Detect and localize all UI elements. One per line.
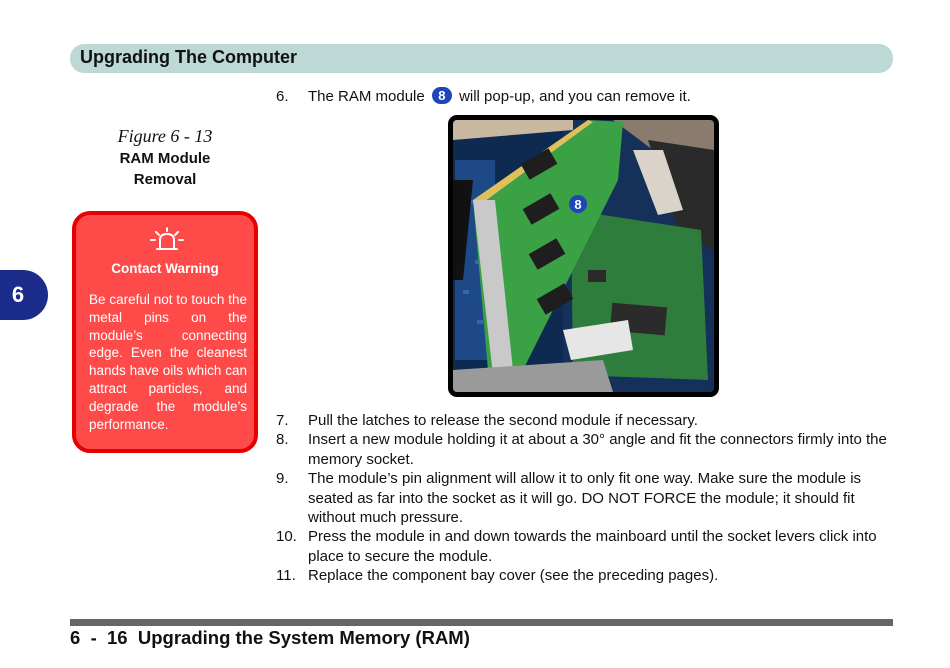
step-number: 7. [276, 412, 289, 429]
figure-title-line2: Removal [133, 171, 197, 188]
step-text: Pull the latches to release the second module if necessary. [308, 412, 698, 429]
step-number: 11. [276, 567, 296, 584]
step-text: Press the module in and down towards the mainboard until the socket levers click into place to secure the module. [308, 528, 877, 565]
photo-callout-label: 8 [574, 197, 582, 212]
ram-module-photo [448, 115, 719, 397]
hand-touch-warning-icon [150, 227, 184, 253]
step-text-before: The RAM module [308, 88, 425, 105]
step-text: The module’s pin alignment will allow it to only fit one way. Make sure the module is seated as far into the socket as it will go. DO NOT FORCE the module; it should fit without much pressure. [308, 470, 862, 526]
ram-photo-illustration [453, 120, 714, 392]
step-number: 10. [276, 528, 297, 545]
footer-rule [70, 619, 893, 626]
step-number: 6. [276, 88, 289, 105]
figure-number: Figure 6 - 13 [117, 126, 213, 146]
footer-page-ref: 6 - 16 [70, 627, 128, 648]
callout-badge: 8 [432, 87, 452, 104]
warning-title: Contact Warning [111, 261, 219, 276]
footer-title: Upgrading the System Memory (RAM) [137, 627, 470, 648]
step-text: Insert a new module holding it at about a 30° angle and fit the connectors firmly into the memory socket. [308, 431, 887, 468]
step-text: Replace the component bay cover (see the preceding pages). [308, 567, 719, 584]
step-number: 8. [276, 431, 289, 448]
chapter-tab: 6 [0, 270, 48, 320]
figure-title-line1: RAM Module [119, 150, 211, 167]
page-footer [70, 627, 470, 649]
step-number: 9. [276, 470, 289, 487]
step-text-after: will pop-up, and you can remove it. [459, 88, 691, 105]
warning-body: Be careful not to touch the metal pins on the module’s connecting edge. Even the cleanest hands have oils which can attract particles, and degrade the module’s performance. [89, 292, 247, 432]
page-header-title: Upgrading The Computer [80, 47, 297, 67]
header-bar [70, 44, 893, 73]
figure-caption [100, 126, 230, 189]
step-text [308, 87, 894, 107]
contact-warning-box [72, 211, 258, 453]
